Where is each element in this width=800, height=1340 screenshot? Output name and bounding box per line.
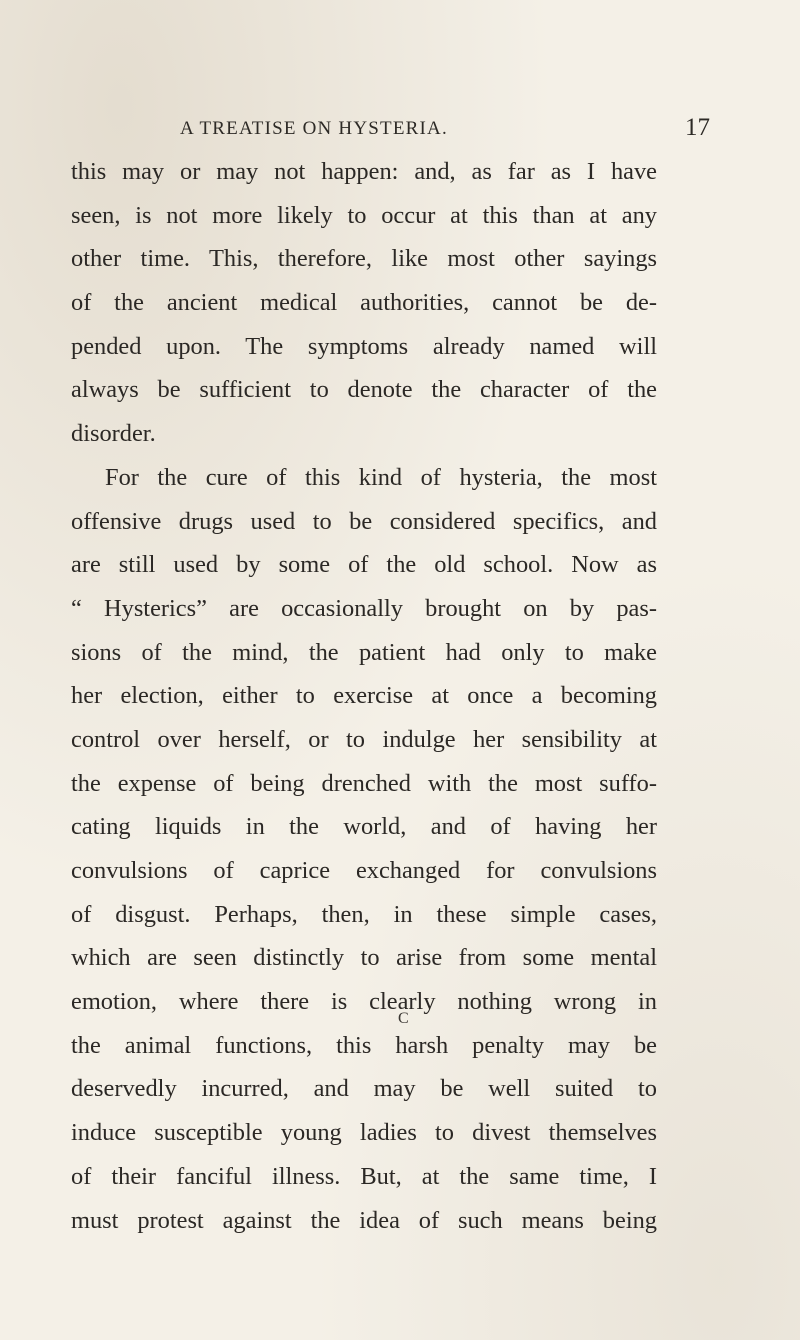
text-line: sions of the mind, the patient had only to make: [71, 638, 657, 666]
text-line: pended upon. The symptoms already named will: [71, 332, 657, 360]
text-line: emotion, where there is clearly nothing wrong in: [71, 988, 657, 1016]
text-line: always be sufficient to denote the character of the: [71, 376, 657, 404]
text-line: of the ancient medical authorities, cannot be de-: [71, 289, 657, 317]
text-line: which are seen distinctly to arise from some mental: [71, 944, 657, 972]
text-line: disorder.: [71, 420, 156, 448]
page-number: 17: [685, 114, 710, 141]
text-line: For the cure of this kind of hysteria, the most: [105, 463, 657, 491]
body-text: [71, 150, 657, 1242]
running-title: A TREATISE ON HYSTERIA.: [180, 118, 448, 139]
text-line: seen, is not more likely to occur at this than at any: [71, 201, 657, 229]
text-line: cating liquids in the world, and of having her: [71, 813, 657, 841]
text-line: must protest against the idea of such means being: [71, 1206, 657, 1234]
text-line: the expense of being drenched with the most suffo-: [71, 769, 657, 797]
text-line: other time. This, therefore, like most other sayings: [71, 245, 657, 273]
signature-mark: C: [398, 1010, 410, 1027]
text-line: control over herself, or to indulge her sensibility at: [71, 725, 657, 753]
text-line: induce susceptible young ladies to divest themselves: [71, 1119, 657, 1147]
text-line: convulsions of caprice exchanged for convulsions: [71, 857, 657, 884]
text-line: offensive drugs used to be considered specifics, and: [71, 507, 657, 535]
page-header: [150, 112, 710, 146]
text-line: “ Hysterics” are occasionally brought on by pas-: [71, 594, 657, 622]
text-line: of their fanciful illness. But, at the same time, I: [71, 1162, 657, 1190]
text-line: her election, either to exercise at once a becoming: [71, 682, 657, 710]
text-line: this may or may not happen: and, as far as I have: [71, 158, 657, 185]
text-line: the animal functions, this harsh penalty may be: [71, 1031, 657, 1059]
text-line: of disgust. Perhaps, then, in these simple cases,: [71, 900, 657, 928]
text-line: deservedly incurred, and may be well suited to: [71, 1075, 657, 1103]
text-line: are still used by some of the old school. Now as: [71, 551, 657, 579]
